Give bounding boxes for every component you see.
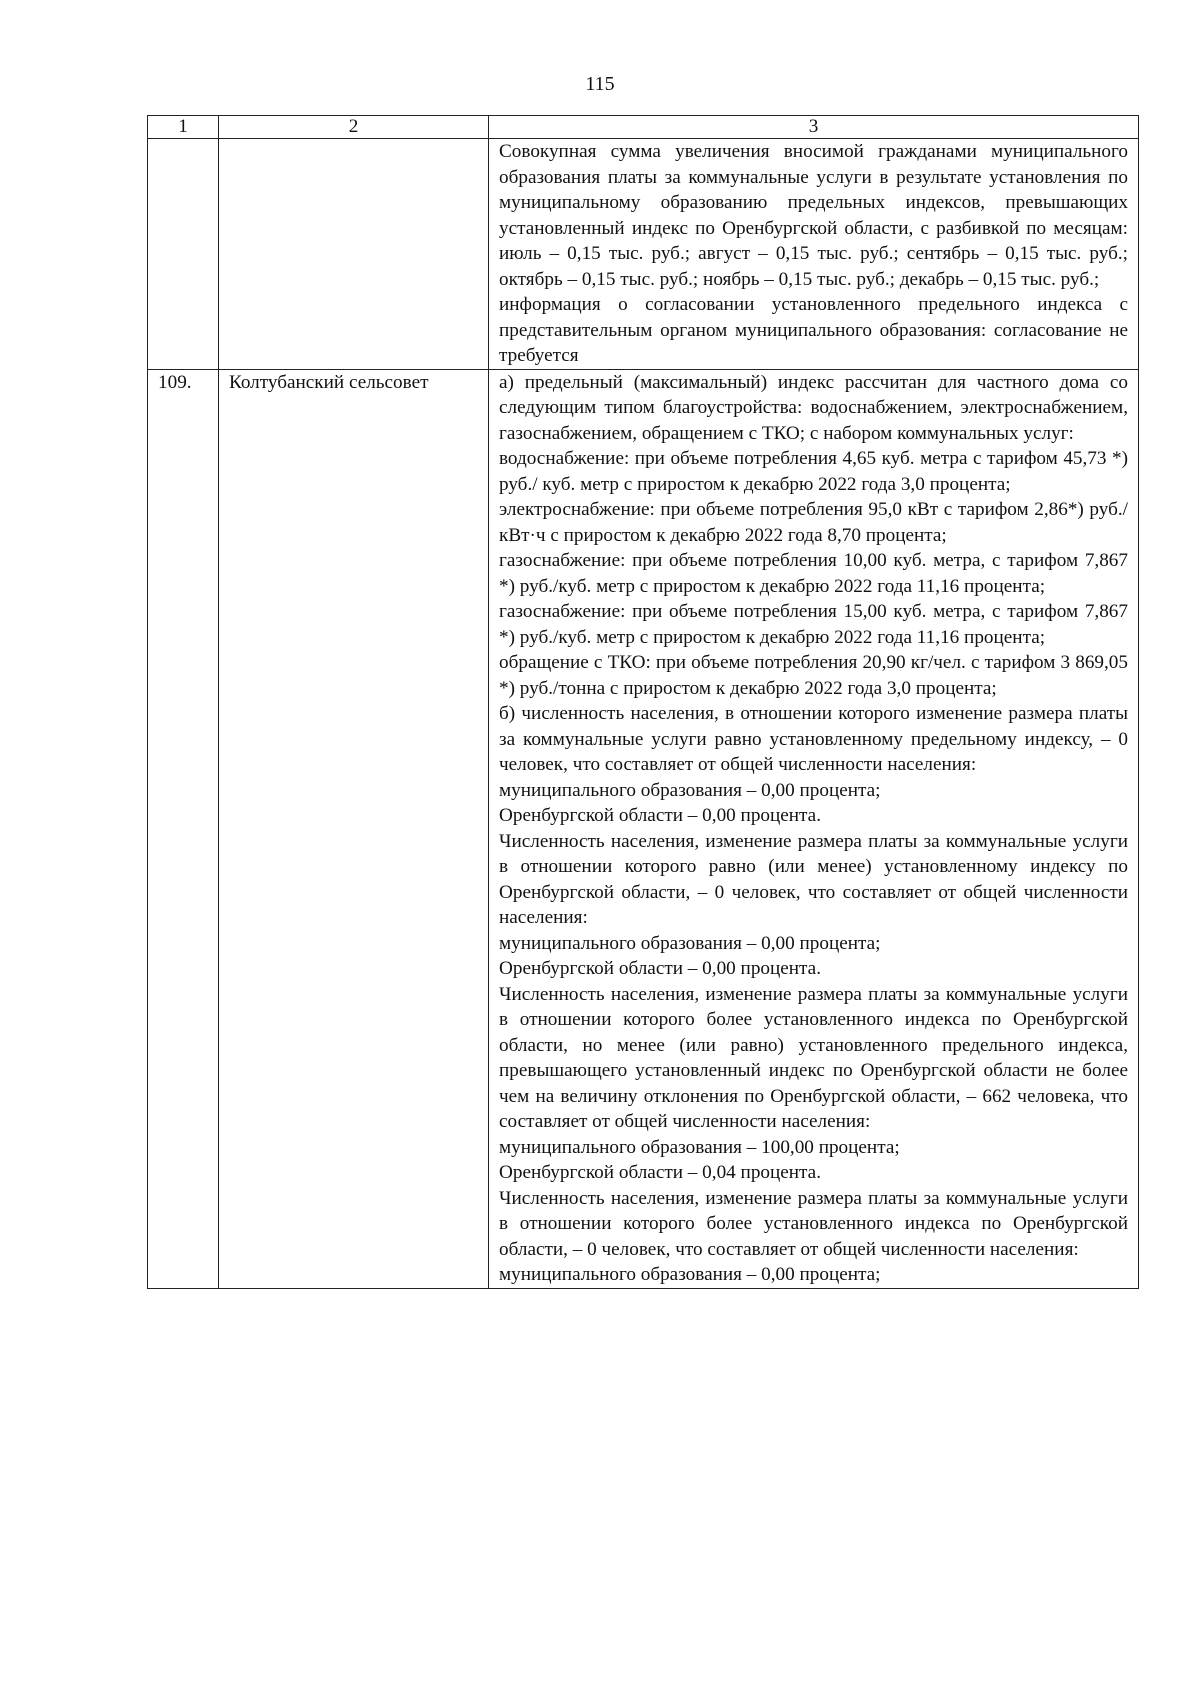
- header-cell-1: 1: [148, 116, 219, 139]
- paragraph: информация о согласовании установленного предельного индекса с представительным органом муниципального образования: согласование не требуется: [499, 294, 1128, 366]
- paragraph: муниципального образования – 0,00 процента;: [499, 932, 881, 954]
- municipality-name: [219, 139, 489, 370]
- paragraph: муниципального образования – 100,00 процента;: [499, 1136, 900, 1158]
- paragraph: Численность населения, изменение размера платы за коммунальные услуги в отношении которого равно (или менее) установленному индексу по Оренбургской области, – 0 человек, что составляет от общей численности населения:: [499, 830, 1128, 928]
- paragraph: водоснабжение: при объеме потребления 4,65 куб. метра с тарифом 45,73 *) руб./ куб. метр с приростом к декабрю 2022 года 3,0 процента;: [499, 448, 1128, 495]
- paragraph: газоснабжение: при объеме потребления 10,00 куб. метра, с тарифом 7,867 *) руб./куб. метр с приростом к декабрю 2022 года 11,16 процента;: [499, 550, 1128, 597]
- paragraph: а) предельный (максимальный) индекс рассчитан для частного дома со следующим типом благоустройства: водоснабжением, электроснабжением, газоснабжением, обращением с ТКО; с набором коммунальных услуг:: [499, 371, 1128, 444]
- header-cell-2: 2: [219, 116, 489, 139]
- row-content: [489, 139, 1139, 370]
- row-number: 109.: [148, 369, 219, 1288]
- table-header-row: [148, 116, 1139, 139]
- table-row: [148, 369, 1139, 1288]
- paragraph: электроснабжение: при объеме потребления 95,0 кВт с тарифом 2,86*) руб./кВт·ч с приростом к декабрю 2022 года 8,70 процента;: [499, 499, 1128, 546]
- paragraph: муниципального образования – 0,00 процента;: [499, 1264, 881, 1285]
- paragraph: муниципального образования – 0,00 процента;: [499, 779, 881, 801]
- paragraph: Численность населения, изменение размера платы за коммунальные услуги в отношении которого более установленного индекса по Оренбургской области, но менее (или равно) установленного предельного индекса, превышающего установленный индекс по Оренбургской области не более чем на величину отклонения по Оренбургской области, – 662 человека, что составляет от общей численности населения:: [499, 983, 1128, 1132]
- paragraph: Оренбургской области – 0,04 процента.: [499, 1162, 821, 1183]
- paragraph: газоснабжение: при объеме потребления 15,00 куб. метра, с тарифом 7,867 *) руб./куб. метр с приростом к декабрю 2022 года 11,16 процента;: [499, 601, 1128, 648]
- municipality-name: Колтубанский сельсовет: [219, 369, 489, 1288]
- paragraph: б) численность населения, в отношении которого изменение размера платы за коммунальные услуги равно установленному предельному индексу, – 0 человек, что составляет от общей численности населения:: [499, 703, 1128, 775]
- document-table: [147, 115, 1139, 1289]
- paragraph: Численность населения, изменение размера платы за коммунальные услуги в отношении которого более установленного индекса по Оренбургской области, – 0 человек, что составляет от общей численности населения:: [499, 1187, 1128, 1260]
- page-number: 115: [585, 73, 615, 95]
- paragraph: Оренбургской области – 0,00 процента.: [499, 958, 821, 979]
- header-cell-3: 3: [489, 116, 1139, 139]
- paragraph: Совокупная сумма увеличения вносимой гражданами муниципального образования платы за коммунальные услуги в результате установления по муниципальному образованию предельных индексов, превышающих установленный индекс по Оренбургской области, с разбивкой по месяцам: июль – 0,15 тыс. руб.; август – 0,15 тыс. руб.; сентябрь – 0,15 тыс. руб.; октябрь – 0,15 тыс. руб.; ноябрь – 0,15 тыс. руб.; декабрь – 0,15 тыс. руб.;: [499, 141, 1128, 290]
- row-content: [489, 369, 1139, 1288]
- row-number: [148, 139, 219, 370]
- table-row: [148, 139, 1139, 370]
- paragraph: обращение с ТКО: при объеме потребления 20,90 кг/чел. с тарифом 3 869,05 *) руб./тонна с приростом к декабрю 2022 года 3,0 процента;: [499, 652, 1128, 699]
- paragraph: Оренбургской области – 0,00 процента.: [499, 805, 821, 826]
